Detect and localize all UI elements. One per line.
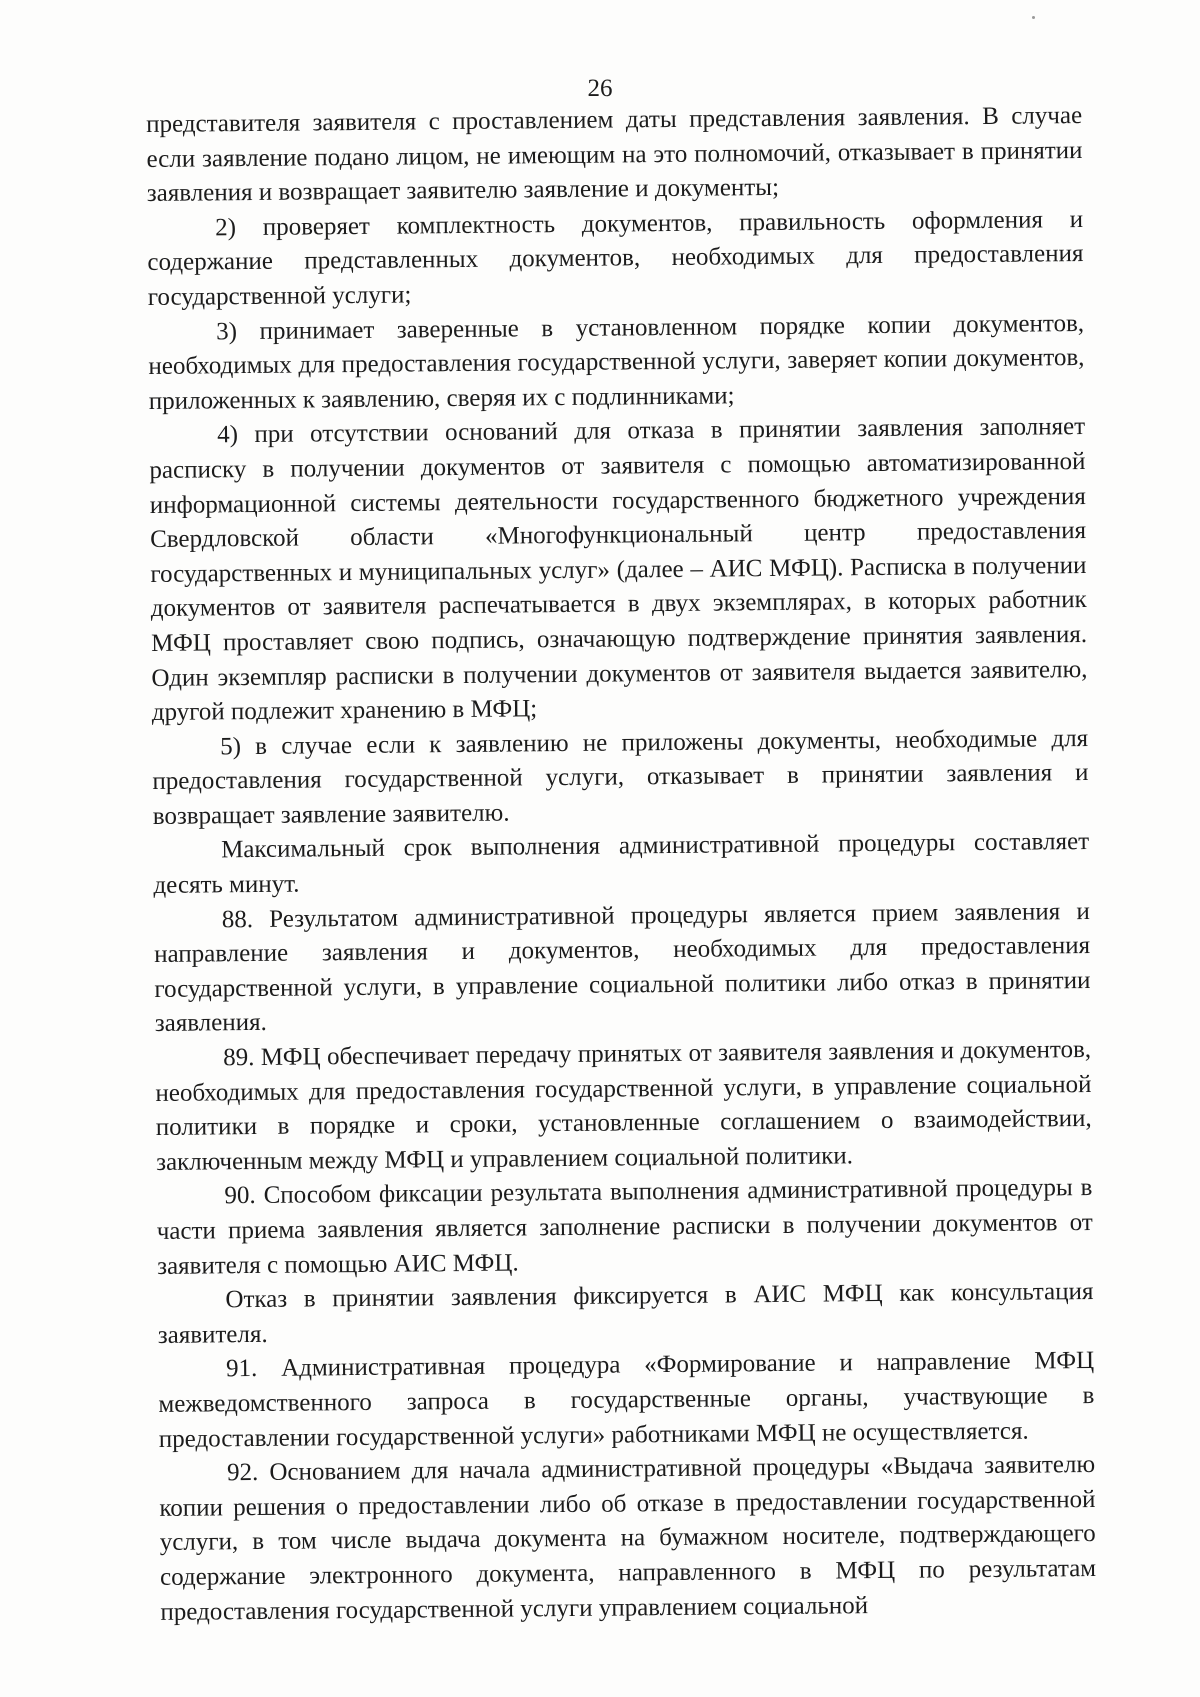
paragraph-item-3: 3) принимает заверенные в установленном порядке копии документов, необходимых для предоставления государственной услуги, заверяет копии документов, приложенных к заявлению, сверяя их с подлинниками; — [148, 309, 1085, 415]
paragraph-item-5: 5) в случае если к заявлению не приложены документы, необходимые для предоставления государственной услуги, отказывает в принятии заявления и возвращает заявление заявителю. — [152, 724, 1089, 830]
paragraph-88: 88. Результатом административной процедуры является прием заявления и направление заявления и документов, необходимых для предоставления государственной услуги, в управление социальной политики либо отказ в принятии заявления. — [153, 897, 1091, 1038]
paragraph-90: 90. Способом фиксации результата выполнения административной процедуры в части приема заявления является заполнение расписки в получении документов от заявителя с помощью АИС МФЦ. — [156, 1174, 1093, 1280]
paragraph-92: 92. Основанием для начала административной процедуры «Выдача заявителю копии решения о предоставлении либо об отказе в предоставлении государственной услуги, в том числе выдача документа на бумажном носителе, подтверждающего содержание электронного документа, направленного в МФЦ по результатам предоставления государственной услуги управлением социальной — [159, 1451, 1097, 1626]
paragraph-item-2: 2) проверяет комплектность документов, правильность оформления и содержание представленных документов, необходимых для предоставления государственной услуги; — [147, 205, 1084, 311]
document-body — [146, 99, 1097, 1630]
paragraph-continuation: представителя заявителя с проставлением даты представления заявления. В случае если заявление подано лицом, не имеющим на это полномочий, отказывает в принятии заявления и возвращает заявителю заявление и документы; — [146, 102, 1083, 208]
page-number: 26 — [587, 75, 613, 102]
paragraph-89: 89. МФЦ обеспечивает передачу принятых от заявителя заявления и документов, необходимых для предоставления государственной услуги, в управление социальной политики в порядке и сроки, установленные соглашением о взаимодействии, заключенным между МФЦ и управлением социальной политики. — [155, 1036, 1092, 1176]
scan-speck — [1032, 16, 1035, 19]
paragraph-91: 91. Административная процедура «Формирование и направление МФЦ межведомственного запроса в государственные органы, участвующие в предоставлении государственной услуги» работниками МФЦ не осуществляется. — [158, 1347, 1095, 1453]
paragraph-max-time: Максимальный срок выполнения административной процедуры составляет десять минут. — [153, 828, 1090, 900]
paragraph-item-4: 4) при отсутствии оснований для отказа в принятии заявления заполняет расписку в получении документов от заявителя с помощью автоматизированной информационной системы деятельности государственного бюджетного учреждения Свердловской области «Многофункциональный центр предоставления государственных и муниципальных услуг» (далее – АИС МФЦ). Расписка в получении документов от заявителя распечатывается в двух экземплярах, в которых работник МФЦ проставляет свою подпись, означающую подтверждение принятия заявления. Один экземпляр расписки в получении документов от заявителя выдается заявителю, другой подлежит хранению в МФЦ; — [149, 413, 1088, 727]
paragraph-refusal: Отказ в принятии заявления фиксируется в АИС МФЦ как консультация заявителя. — [157, 1278, 1094, 1349]
